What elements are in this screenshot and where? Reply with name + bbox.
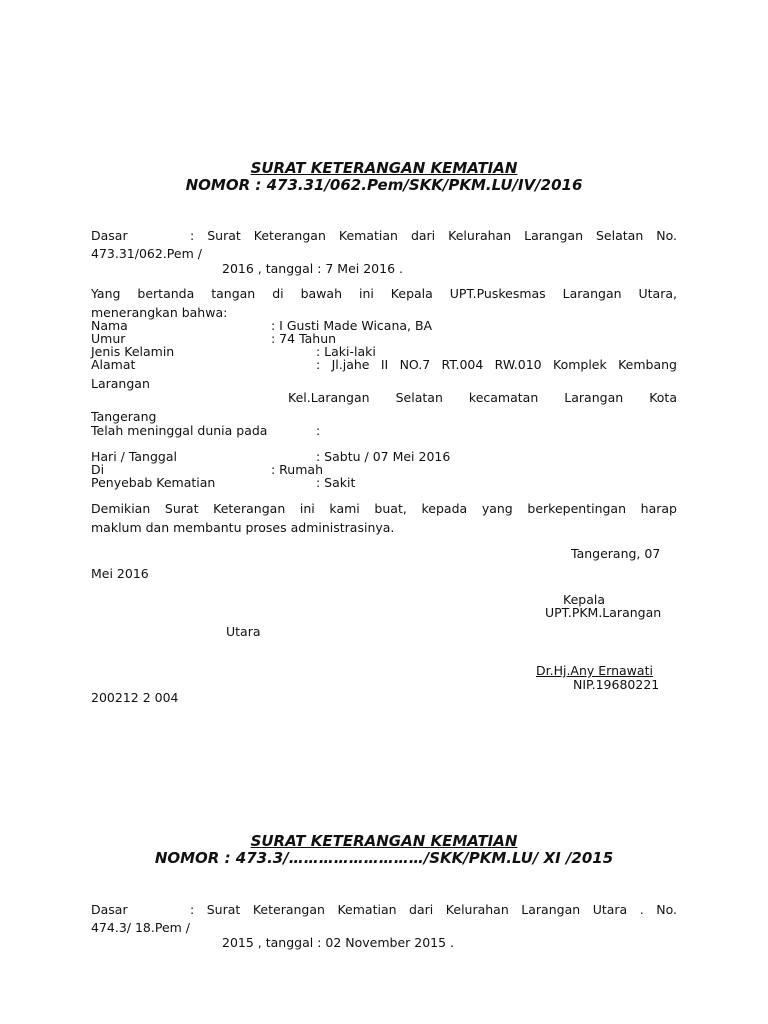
letter2-dasar-date: 2015 , tanggal : 02 November 2015 .: [222, 935, 455, 950]
sign-title-2: UPT.PKM.Larangan: [545, 605, 662, 620]
sign-title-1: Kepala: [563, 592, 605, 607]
jenis-kelamin-label: Jenis Kelamin: [91, 344, 175, 359]
nama-value: : I Gusti Made Wicana, BA: [271, 318, 433, 333]
umur-value: : 74 Tahun: [271, 331, 337, 346]
dasar-date: 2016 , tanggal : 7 Mei 2016 .: [222, 261, 403, 276]
di-label: Di: [91, 462, 105, 477]
intro-line-2: menerangkan bahwa:: [91, 305, 228, 320]
letter2-title: SURAT KETERANGAN KEMATIAN: [250, 832, 518, 850]
sign-title-3: Utara: [226, 624, 261, 639]
place-date-2: Mei 2016: [91, 566, 149, 581]
dasar-ref: 473.31/062.Pem /: [91, 246, 202, 261]
alamat-label: Alamat: [91, 357, 136, 372]
hari-label: Hari / Tanggal: [91, 449, 177, 464]
jenis-kelamin-value: : Laki-laki: [316, 344, 376, 359]
sebab-label: Penyebab Kematian: [91, 475, 216, 490]
alamat-cont-1: Larangan: [91, 376, 150, 391]
intro-line-1: Yang bertanda tangan di bawah ini Kepala UPT.Puskesmas Larangan Utara,: [91, 286, 677, 301]
letter2-dasar-text: : Surat Keterangan Kematian dari Kelurahan Larangan Utara . No.: [190, 902, 677, 917]
letter2-nomor: NOMOR : 473.3/………………………/SKK/PKM.LU/ XI /2015: [154, 849, 614, 867]
place-date-1: Tangerang, 07: [571, 546, 661, 561]
nip-line-1: NIP.19680221: [573, 677, 660, 692]
meninggal-colon: :: [316, 423, 321, 438]
hari-value: : Sabtu / 07 Mei 2016: [316, 449, 451, 464]
sebab-value: : Sakit: [316, 475, 356, 490]
letter1-title: SURAT KETERANGAN KEMATIAN: [250, 159, 518, 177]
signer-name: Dr.Hj.Any Ernawati: [536, 663, 653, 678]
umur-label: Umur: [91, 331, 126, 346]
alamat-cont-2: Kel.Larangan Selatan kecamatan Larangan Kota: [288, 390, 677, 405]
closing-line-1: Demikian Surat Keterangan ini kami buat, kepada yang berkepentingan harap: [91, 501, 677, 516]
letter2-dasar-label: Dasar: [91, 902, 128, 917]
dasar-label: Dasar: [91, 228, 128, 243]
nip-line-2: 200212 2 004: [91, 690, 179, 705]
nama-label: Nama: [91, 318, 128, 333]
alamat-cont-3: Tangerang: [91, 409, 157, 424]
alamat-value: : Jl.jahe II NO.7 RT.004 RW.010 Komplek Kembang: [316, 357, 677, 372]
dasar-text: : Surat Keterangan Kematian dari Kelurahan Larangan Selatan No.: [190, 228, 677, 243]
letter2-dasar-ref: 474.3/ 18.Pem /: [91, 920, 190, 935]
meninggal-label: Telah meninggal dunia pada: [91, 423, 268, 438]
closing-line-2: maklum dan membantu proses administrasinya.: [91, 520, 395, 535]
letter1-nomor: NOMOR : 473.31/062.Pem/SKK/PKM.LU/IV/2016: [185, 176, 583, 194]
di-value: : Rumah: [271, 462, 323, 477]
